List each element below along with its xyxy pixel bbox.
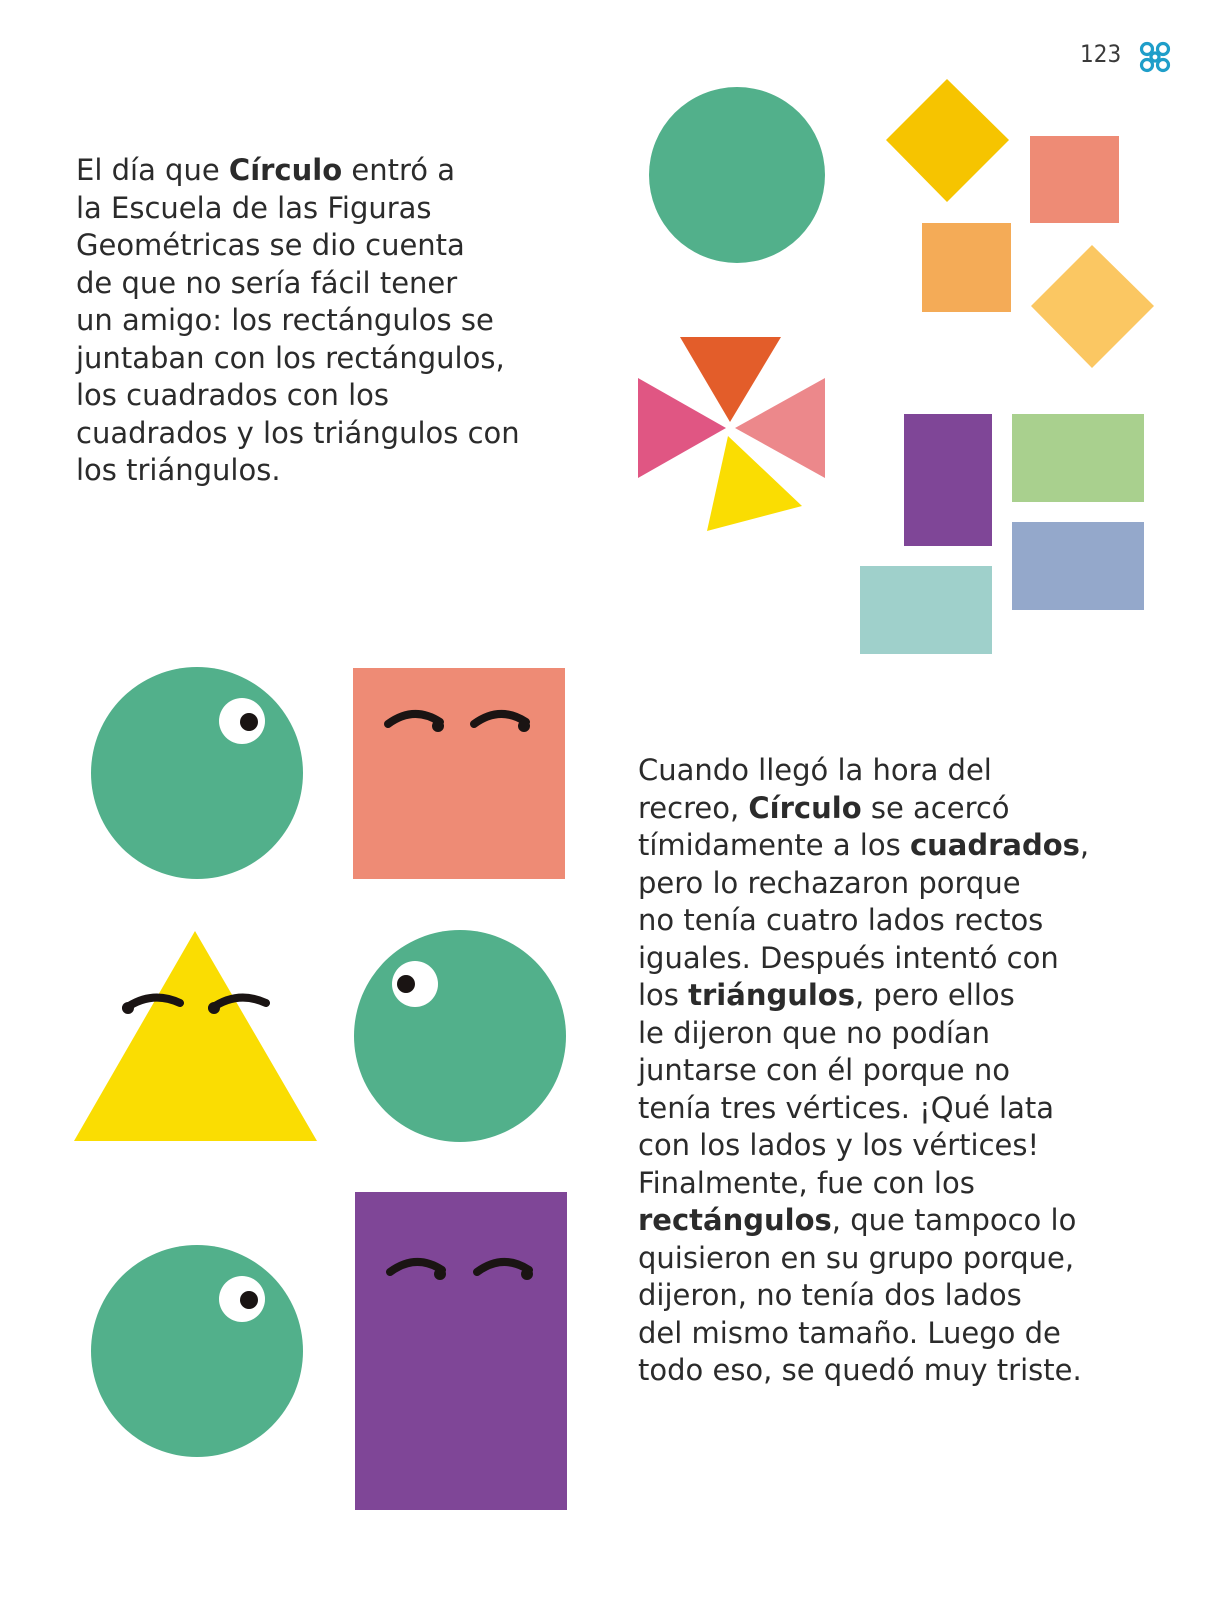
bold-term: rectángulos <box>638 1203 832 1237</box>
text-segment: quisieron en su grupo porque, <box>638 1240 1075 1275</box>
circle-character-2 <box>354 930 566 1142</box>
text-segment: cuadrados y los triángulos con <box>76 415 520 450</box>
circle-character-3 <box>91 1245 303 1457</box>
text-segment: tenía tres vértices. ¡Qué lata <box>638 1090 1055 1125</box>
periwinkle-rectangle-shape <box>1012 522 1144 610</box>
bold-term: cuadrados <box>909 828 1080 862</box>
text-segment: juntaban con los rectángulos, <box>76 340 505 375</box>
text-segment: pero lo rechazaron porque <box>638 865 1021 900</box>
text-segment: , <box>1079 828 1090 862</box>
square-character <box>353 668 565 879</box>
text-segment: , que tampoco lo <box>831 1203 1077 1237</box>
circle-character-1 <box>91 667 303 879</box>
text-segment: con los lados y los vértices! <box>638 1128 1040 1162</box>
text-segment: la Escuela de las Figuras <box>76 190 432 225</box>
text-segment: todo eso, se quedó muy triste. <box>638 1353 1082 1387</box>
text-segment: le dijeron que no podían <box>638 1015 991 1050</box>
teal-rectangle-shape <box>860 566 992 654</box>
orange-square-shape <box>922 223 1011 312</box>
text-segment: los cuadrados con los <box>76 378 389 412</box>
text-segment: los triángulos. <box>76 453 281 487</box>
text-segment: Finalmente, fue con los <box>638 1165 975 1200</box>
red-orange-triangle-shape <box>680 337 781 422</box>
bold-term: Círculo <box>748 790 862 825</box>
text-segment: dijeron, no tenía dos lados <box>638 1278 1022 1312</box>
text-segment: iguales. Después intentó con <box>638 940 1059 975</box>
text-segment: tímidamente a los <box>638 828 910 862</box>
text-segment: un amigo: los rectángulos se <box>76 303 494 337</box>
coral-square-shape <box>1030 136 1119 223</box>
light-green-rectangle-shape <box>1012 414 1144 502</box>
yellow-diamond-shape <box>886 79 1009 202</box>
text-segment: juntarse con él porque no <box>638 1053 1010 1087</box>
light-yellow-diamond-shape <box>1031 245 1154 368</box>
text-segment: , pero ellos <box>855 978 1015 1012</box>
text-segment: del mismo tamaño. Luego de <box>638 1315 1061 1350</box>
text-segment: se acercó <box>861 790 1010 825</box>
bold-term: Círculo <box>228 153 343 187</box>
text-segment: de que no sería fácil tener <box>76 265 458 300</box>
green-circle-shape <box>649 87 825 263</box>
purple-rectangle-shape <box>904 414 992 546</box>
bold-term: triángulos <box>688 978 855 1012</box>
magenta-triangle-shape <box>638 378 726 478</box>
triangle-character <box>74 931 317 1141</box>
rectangle-character <box>355 1192 567 1510</box>
text-segment: entró a <box>342 153 455 187</box>
text-segment: recreo, <box>638 790 749 825</box>
text-segment: El día que <box>76 153 229 187</box>
text-segment: Cuando llegó la hora del <box>638 753 992 787</box>
text-segment: no tenía cuatro lados rectos <box>638 903 1044 937</box>
text-segment: Geométricas se dio cuenta <box>76 228 465 262</box>
page-number: 123 <box>1080 40 1122 68</box>
text-segment: los <box>638 978 689 1012</box>
